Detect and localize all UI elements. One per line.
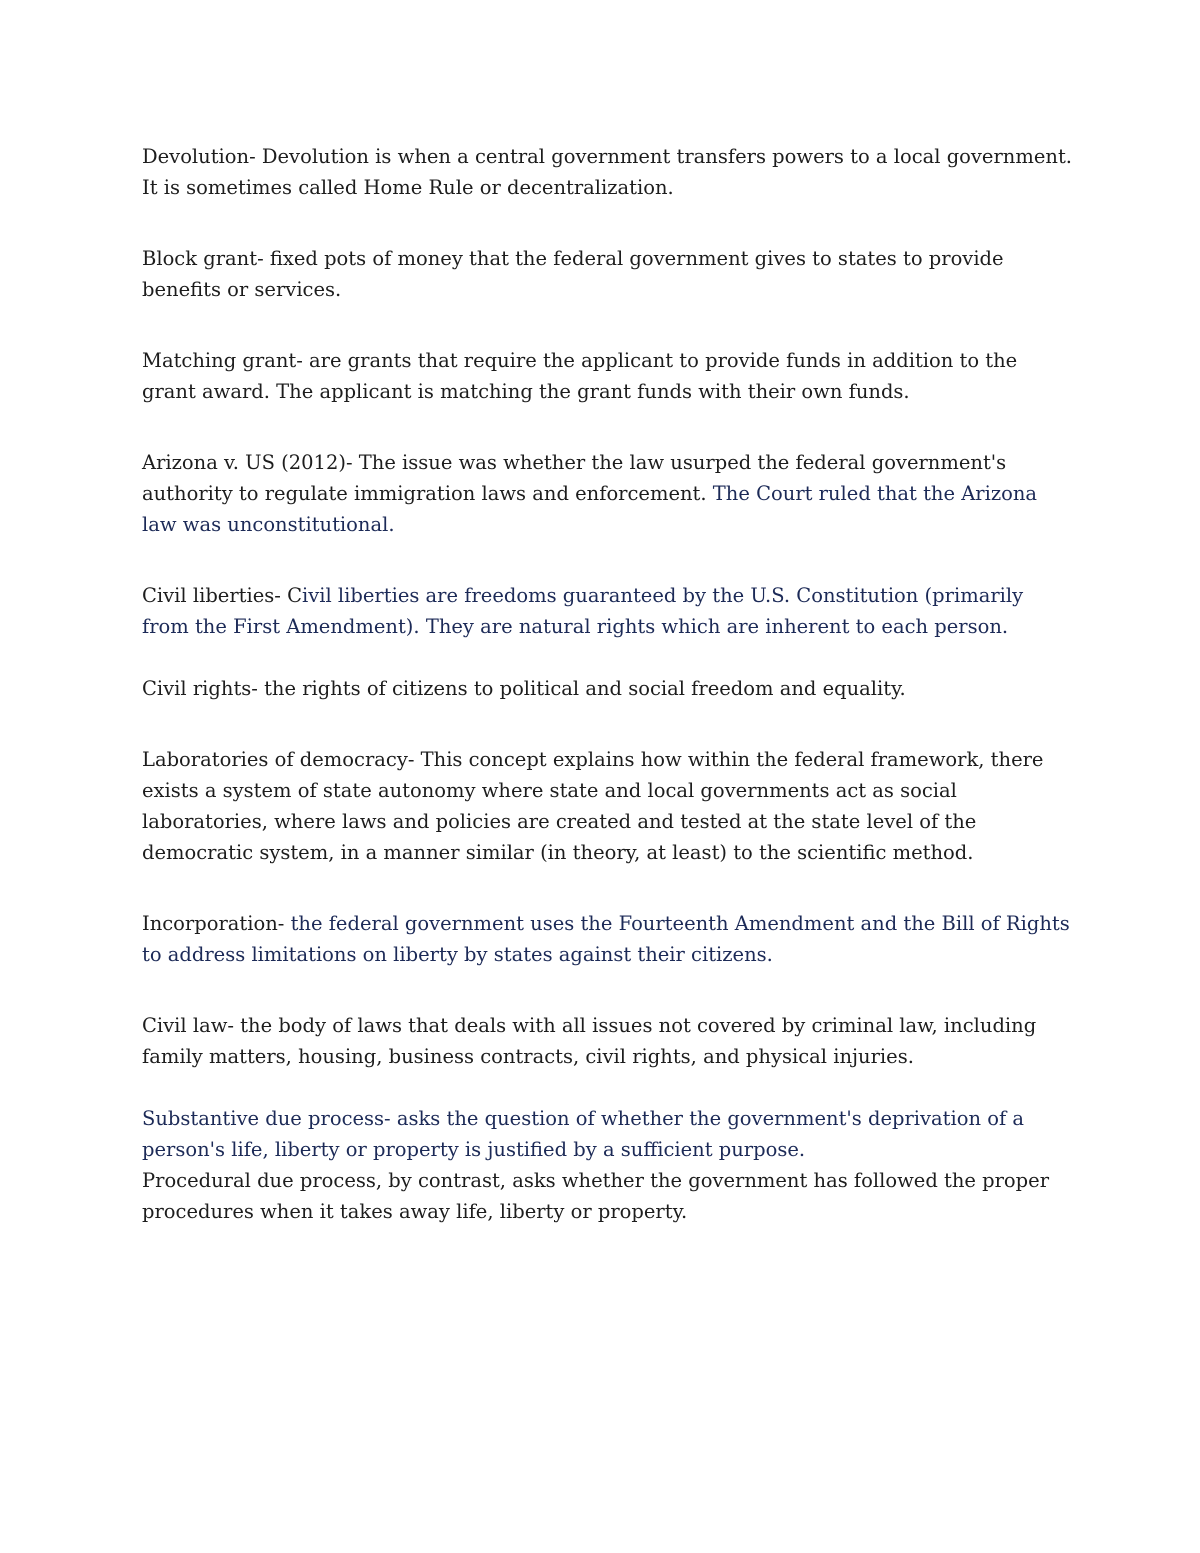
definition-civil-rights — [142, 673, 1072, 704]
definition-text: Devolution- Devolution is when a central government transfers powers to a local government. It is sometimes called Home Rule or decentralization. — [142, 145, 1072, 199]
definition-arizona-v-us — [142, 447, 1072, 540]
definition-text: Matching grant- are grants that require the applicant to provide funds in addition to the grant award. The applicant is matching the grant funds with their own funds. — [142, 349, 1018, 403]
definition-text: Civil law- the body of laws that deals with all issues not covered by criminal law, including family matters, housing, business contracts, civil rights, and physical injuries. — [142, 1014, 1037, 1068]
definition-laboratories-of-democracy — [142, 744, 1072, 868]
definition-block-grant — [142, 243, 1072, 305]
definition-substantive-due-process — [142, 1103, 1072, 1165]
definition-civil-liberties — [142, 580, 1072, 642]
definition-text-highlight: Substantive due process- asks the question of whether the government's deprivation of a person's life, liberty or property is justified by a sufficient purpose. — [142, 1107, 1025, 1161]
definition-incorporation — [142, 908, 1072, 970]
definition-civil-law — [142, 1010, 1072, 1072]
document-body — [142, 141, 1072, 1227]
definition-procedural-due-process — [142, 1165, 1072, 1227]
definition-text: Block grant- fixed pots of money that the federal government gives to states to provide benefits or services. — [142, 247, 1004, 301]
definition-text-highlight: ivil liberties are freedoms guaranteed by the U.S. Constitution (primarily from the First Amendment). They are natural rights which are inherent to each person. — [142, 584, 1024, 638]
definition-text: Laboratories of democracy- This concept explains how within the federal framework, there exists a system of state autonomy where state and local governments act as social laboratories, where laws and policies are created and tested at the state level of the democratic system, in a manner similar (in theory, at least) to the scientific method. — [142, 748, 1044, 864]
definition-text: Arizona v. US (2012)- The issue was whether the law usurped the federal government's authority to regulate immigration laws and enforcement. — [142, 451, 1007, 505]
definition-text-highlight: the federal government uses the Fourteenth Amendment and the Bill of Rights to address limitations on liberty by states against their citizens. — [142, 912, 1070, 966]
definition-text: Civil rights- the rights of citizens to political and social freedom and equality. — [142, 677, 906, 700]
definition-matching-grant — [142, 345, 1072, 407]
definition-text: Procedural due process, by contrast, asks whether the government has followed the proper procedures when it takes away life, liberty or property. — [142, 1169, 1050, 1223]
definition-text: Incorporation- — [142, 912, 291, 935]
definition-text-highlight: The Court ruled that the Arizona law was unconstitutional. — [142, 482, 1038, 536]
definition-text: Civil liberties- C — [142, 584, 302, 607]
definition-devolution — [142, 141, 1072, 203]
